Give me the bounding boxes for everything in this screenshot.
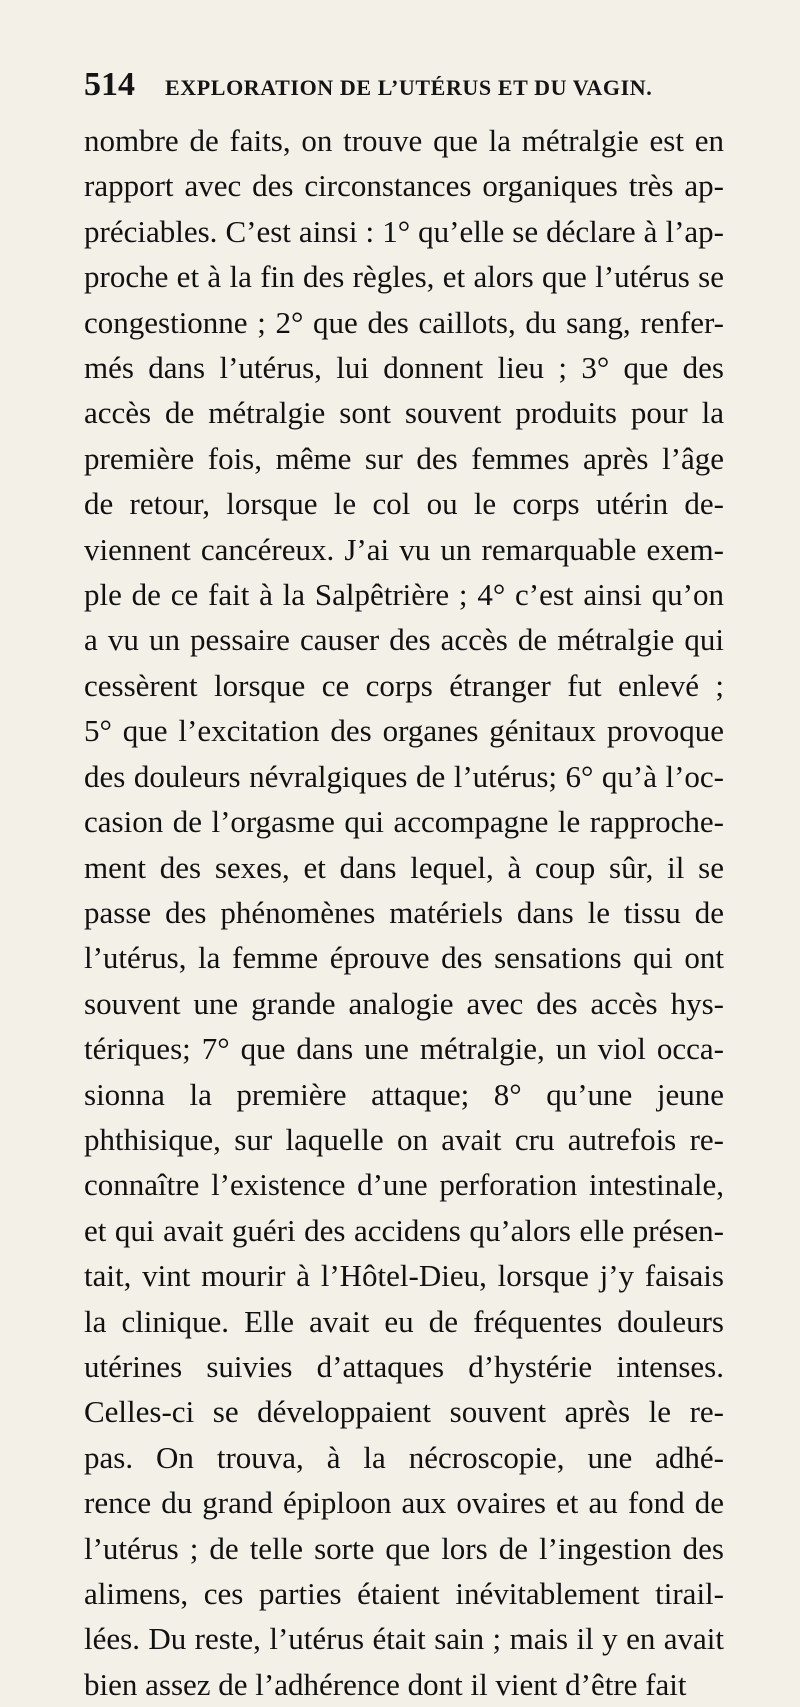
text-line: rence du grand épiploon aux ovaires et au fond de bbox=[84, 1485, 724, 1521]
text-line: ple de ce fait à la Salpêtrière ; 4° c’est ainsi qu’on bbox=[84, 577, 724, 613]
text-line: sionna la première attaque; 8° qu’une jeune bbox=[84, 1076, 724, 1112]
text-line: passe des phénomènes matériels dans le tissu de bbox=[84, 894, 724, 930]
text-line: a vu un pessaire causer des accès de métralgie qui bbox=[84, 622, 724, 658]
text-line: et qui avait guéri des accidens qu’alors elle présen- bbox=[84, 1212, 724, 1248]
text-line: utérines suivies d’attaques d’hystérie intenses. bbox=[84, 1348, 724, 1384]
text-line: de retour, lorsque le col ou le corps utérin de- bbox=[84, 486, 724, 522]
text-line: première fois, même sur des femmes après l’âge bbox=[84, 440, 724, 476]
text-line: lées. Du reste, l’utérus était sain ; mais il y en avait bbox=[84, 1621, 724, 1657]
text-line: l’utérus ; de telle sorte que lors de l’ingestion des bbox=[84, 1530, 724, 1566]
text-line: alimens, ces parties étaient inévitablement tirail- bbox=[84, 1576, 724, 1611]
text-line: proche et à la fin des règles, et alors que l’utérus se bbox=[84, 259, 724, 295]
text-line: connaître l’existence d’une perforation intestinale, bbox=[84, 1167, 724, 1203]
text-line: rapport avec des circonstances organiques très ap- bbox=[84, 168, 724, 204]
text-line: viennent cancéreux. J’ai vu un remarquable exem- bbox=[84, 531, 724, 567]
text-line: més dans l’utérus, lui donnent lieu ; 3° que des bbox=[84, 350, 724, 386]
text-line: l’utérus, la femme éprouve des sensations qui ont bbox=[84, 940, 724, 976]
text-line: tait, vint mourir à l’Hôtel-Dieu, lorsque j’y faisais bbox=[84, 1258, 724, 1294]
text-line: nombre de faits, on trouve que la métralgie est en bbox=[84, 123, 724, 158]
text-line: la clinique. Elle avait eu de fréquentes douleurs bbox=[84, 1303, 724, 1339]
text-line: bien assez de l’adhérence dont il vient d’être fait bbox=[84, 1666, 687, 1702]
text-line: pas. On trouva, à la nécroscopie, une adhé- bbox=[84, 1439, 724, 1475]
text-line: phthisique, sur laquelle on avait cru autrefois re- bbox=[84, 1121, 724, 1157]
text-line: préciables. C’est ainsi : 1° qu’elle se déclare à l’ap- bbox=[84, 213, 724, 249]
text-line: souvent une grande analogie avec des accès hys- bbox=[84, 985, 724, 1021]
running-head bbox=[84, 66, 684, 104]
text-line: 5° que l’excitation des organes génitaux provoque bbox=[84, 713, 724, 749]
running-title: EXPLORATION DE L’UTÉRUS ET DU VAGIN. bbox=[165, 75, 653, 100]
text-line: congestionne ; 2° que des caillots, du sang, renfer- bbox=[84, 304, 724, 340]
text-line: cessèrent lorsque ce corps étranger fut enlevé ; bbox=[84, 667, 724, 703]
text-line: des douleurs névralgiques de l’utérus; 6° qu’à l’oc- bbox=[84, 758, 724, 794]
text-line: tériques; 7° que dans une métralgie, un viol occa- bbox=[84, 1031, 724, 1067]
body-text bbox=[84, 118, 724, 1707]
page-number: 514 bbox=[84, 66, 135, 103]
text-line: casion de l’orgasme qui accompagne le rapproche- bbox=[84, 804, 724, 840]
text-line: Celles-ci se développaient souvent après le re- bbox=[84, 1394, 724, 1430]
text-line: accès de métralgie sont souvent produits pour la bbox=[84, 395, 724, 431]
text-line: ment des sexes, et dans lequel, à coup sûr, il se bbox=[84, 849, 724, 885]
